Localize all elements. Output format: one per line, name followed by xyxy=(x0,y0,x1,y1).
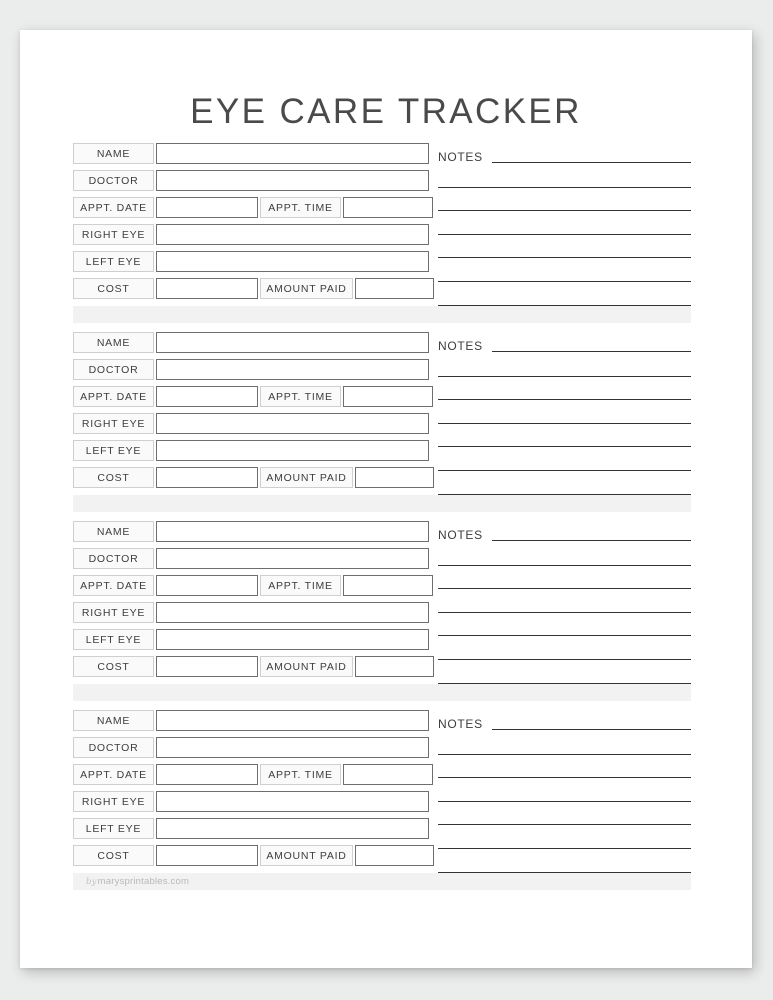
input-appt-time[interactable] xyxy=(343,386,433,407)
label-left-eye: LEFT EYE xyxy=(73,629,154,650)
label-right-eye: RIGHT EYE xyxy=(73,791,154,812)
row-cost xyxy=(73,278,429,299)
notes-line[interactable] xyxy=(438,801,691,802)
notes-line[interactable] xyxy=(438,446,691,447)
label-amount-paid: AMOUNT PAID xyxy=(260,656,353,677)
notes-line[interactable] xyxy=(438,588,691,589)
input-amount-paid[interactable] xyxy=(355,656,434,677)
notes-header xyxy=(438,521,691,542)
notes-line[interactable] xyxy=(438,234,691,235)
footer-band xyxy=(73,873,691,890)
label-left-eye: LEFT EYE xyxy=(73,818,154,839)
input-right-eye[interactable] xyxy=(156,791,429,812)
block-separator xyxy=(73,306,691,323)
input-left-eye[interactable] xyxy=(156,818,429,839)
notes-line[interactable] xyxy=(492,351,691,352)
row-doctor xyxy=(73,737,429,758)
input-left-eye[interactable] xyxy=(156,440,429,461)
label-amount-paid: AMOUNT PAID xyxy=(260,278,353,299)
row-right-eye xyxy=(73,791,429,812)
label-left-eye: LEFT EYE xyxy=(73,251,154,272)
footer-by-label: by xyxy=(86,877,97,887)
notes-header xyxy=(438,710,691,731)
notes-line[interactable] xyxy=(438,376,691,377)
label-right-eye: RIGHT EYE xyxy=(73,224,154,245)
printable-sheet xyxy=(20,30,752,968)
notes-line[interactable] xyxy=(438,659,691,660)
notes-line[interactable] xyxy=(438,399,691,400)
row-cost xyxy=(73,845,429,866)
notes-line[interactable] xyxy=(438,683,691,684)
input-amount-paid[interactable] xyxy=(355,845,434,866)
input-right-eye[interactable] xyxy=(156,413,429,434)
footer-credit xyxy=(86,874,189,890)
notes-line[interactable] xyxy=(438,281,691,282)
label-doctor: DOCTOR xyxy=(73,737,154,758)
label-amount-paid: AMOUNT PAID xyxy=(260,845,353,866)
record-block xyxy=(73,332,691,489)
input-left-eye[interactable] xyxy=(156,629,429,650)
label-cost: COST xyxy=(73,656,154,677)
input-cost[interactable] xyxy=(156,656,258,677)
row-left-eye xyxy=(73,440,429,461)
label-cost: COST xyxy=(73,278,154,299)
notes-line[interactable] xyxy=(438,210,691,211)
label-doctor: DOCTOR xyxy=(73,548,154,569)
notes-header xyxy=(438,143,691,164)
label-doctor: DOCTOR xyxy=(73,359,154,380)
input-appt-date[interactable] xyxy=(156,764,258,785)
label-appt-date: APPT. DATE xyxy=(73,764,154,785)
block-separator xyxy=(73,495,691,512)
label-appt-time: APPT. TIME xyxy=(260,575,341,596)
row-name xyxy=(73,332,429,353)
row-left-eye xyxy=(73,251,429,272)
record-form xyxy=(73,332,429,489)
input-name[interactable] xyxy=(156,710,429,731)
footer-site: marysprintables.com xyxy=(97,876,190,887)
record-form xyxy=(73,143,429,300)
label-right-eye: RIGHT EYE xyxy=(73,413,154,434)
label-notes: NOTES xyxy=(438,339,483,353)
page-title: EYE CARE TRACKER xyxy=(190,92,582,131)
input-cost[interactable] xyxy=(156,278,258,299)
notes-line[interactable] xyxy=(492,540,691,541)
row-left-eye xyxy=(73,629,429,650)
label-doctor: DOCTOR xyxy=(73,170,154,191)
notes-line[interactable] xyxy=(438,470,691,471)
record-form xyxy=(73,521,429,678)
row-appointment xyxy=(73,764,429,785)
row-left-eye xyxy=(73,818,429,839)
notes-section xyxy=(438,143,691,300)
label-appt-time: APPT. TIME xyxy=(260,386,341,407)
record-block xyxy=(73,143,691,300)
record-form xyxy=(73,710,429,867)
input-appt-time[interactable] xyxy=(343,575,433,596)
notes-line[interactable] xyxy=(438,257,691,258)
input-cost[interactable] xyxy=(156,845,258,866)
row-cost xyxy=(73,467,429,488)
row-right-eye xyxy=(73,224,429,245)
row-appointment xyxy=(73,386,429,407)
label-name: NAME xyxy=(73,710,154,731)
label-name: NAME xyxy=(73,332,154,353)
label-cost: COST xyxy=(73,467,154,488)
row-appointment xyxy=(73,197,429,218)
notes-line[interactable] xyxy=(438,754,691,755)
notes-line[interactable] xyxy=(492,162,691,163)
input-appt-date[interactable] xyxy=(156,197,258,218)
input-name[interactable] xyxy=(156,332,429,353)
input-name[interactable] xyxy=(156,521,429,542)
notes-line[interactable] xyxy=(438,635,691,636)
row-right-eye xyxy=(73,413,429,434)
row-appointment xyxy=(73,575,429,596)
row-name xyxy=(73,521,429,542)
input-right-eye[interactable] xyxy=(156,602,429,623)
notes-line[interactable] xyxy=(492,729,691,730)
input-doctor[interactable] xyxy=(156,548,429,569)
label-name: NAME xyxy=(73,143,154,164)
notes-line[interactable] xyxy=(438,777,691,778)
input-amount-paid[interactable] xyxy=(355,278,434,299)
row-right-eye xyxy=(73,602,429,623)
label-right-eye: RIGHT EYE xyxy=(73,602,154,623)
row-name xyxy=(73,710,429,731)
notes-header xyxy=(438,332,691,353)
notes-line[interactable] xyxy=(438,824,691,825)
label-appt-time: APPT. TIME xyxy=(260,764,341,785)
notes-section xyxy=(438,521,691,678)
row-cost xyxy=(73,656,429,677)
tracker-content xyxy=(73,143,691,890)
label-appt-time: APPT. TIME xyxy=(260,197,341,218)
row-doctor xyxy=(73,548,429,569)
notes-line[interactable] xyxy=(438,612,691,613)
input-appt-date[interactable] xyxy=(156,386,258,407)
notes-line[interactable] xyxy=(438,565,691,566)
label-left-eye: LEFT EYE xyxy=(73,440,154,461)
input-doctor[interactable] xyxy=(156,737,429,758)
input-appt-time[interactable] xyxy=(343,764,433,785)
record-block xyxy=(73,710,691,867)
row-doctor xyxy=(73,359,429,380)
notes-line[interactable] xyxy=(438,305,691,306)
label-appt-date: APPT. DATE xyxy=(73,575,154,596)
row-doctor xyxy=(73,170,429,191)
label-notes: NOTES xyxy=(438,528,483,542)
label-notes: NOTES xyxy=(438,717,483,731)
input-cost[interactable] xyxy=(156,467,258,488)
notes-section xyxy=(438,332,691,489)
label-name: NAME xyxy=(73,521,154,542)
input-appt-time[interactable] xyxy=(343,197,433,218)
input-left-eye[interactable] xyxy=(156,251,429,272)
label-amount-paid: AMOUNT PAID xyxy=(260,467,353,488)
label-appt-date: APPT. DATE xyxy=(73,386,154,407)
block-separator xyxy=(73,684,691,701)
input-amount-paid[interactable] xyxy=(355,467,434,488)
notes-line[interactable] xyxy=(438,423,691,424)
row-name xyxy=(73,143,429,164)
notes-section xyxy=(438,710,691,867)
label-notes: NOTES xyxy=(438,150,483,164)
label-cost: COST xyxy=(73,845,154,866)
input-doctor[interactable] xyxy=(156,170,429,191)
input-doctor[interactable] xyxy=(156,359,429,380)
notes-line[interactable] xyxy=(438,494,691,495)
label-appt-date: APPT. DATE xyxy=(73,197,154,218)
input-appt-date[interactable] xyxy=(156,575,258,596)
input-right-eye[interactable] xyxy=(156,224,429,245)
notes-line[interactable] xyxy=(438,848,691,849)
input-name[interactable] xyxy=(156,143,429,164)
record-block xyxy=(73,521,691,678)
notes-line[interactable] xyxy=(438,187,691,188)
